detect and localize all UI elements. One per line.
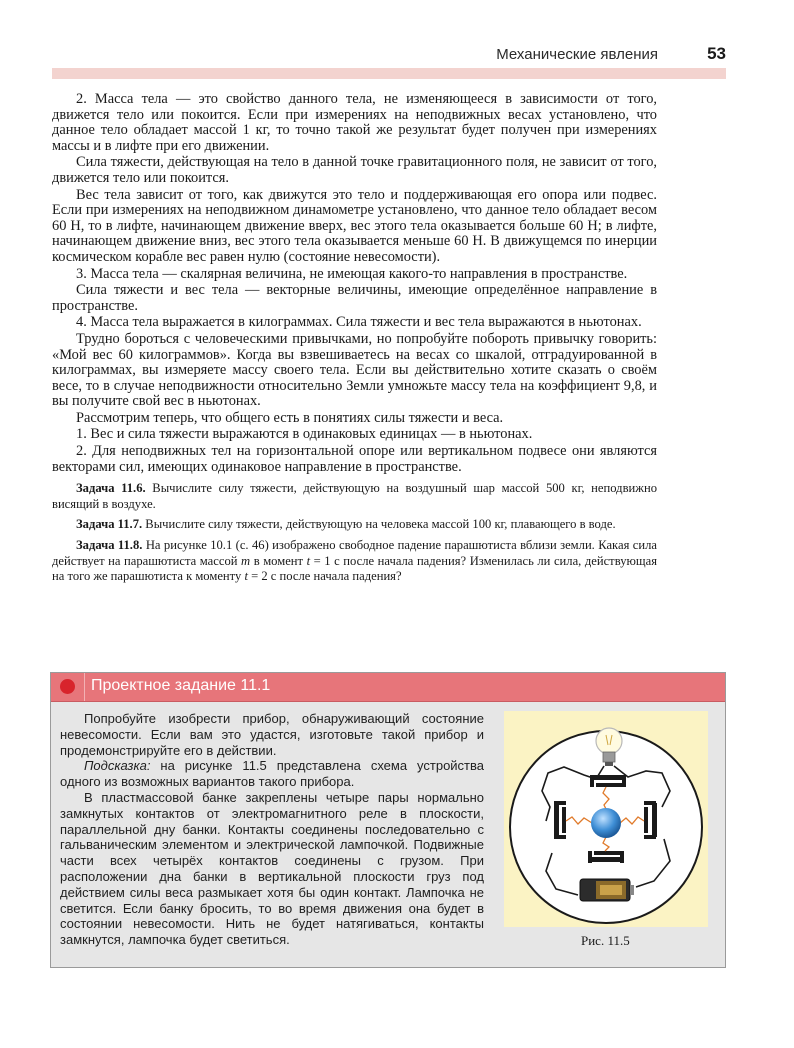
tasks-block bbox=[52, 481, 657, 585]
figure-11-5 bbox=[504, 711, 708, 927]
title-divider bbox=[84, 673, 85, 701]
task-text: Вычислите силу тяжести, действующую на человека массой 100 кг, плавающего в воде. bbox=[142, 517, 616, 532]
variable-t: t bbox=[306, 553, 311, 568]
task-text: = 2 с после начала падения? bbox=[247, 569, 402, 584]
paragraph: Рассмотрим теперь, что общего есть в понятиях силы тяжести и веса. bbox=[76, 409, 504, 426]
bullet-dot-icon bbox=[60, 679, 75, 694]
project-title: Проектное задание 11.1 bbox=[91, 677, 271, 694]
paragraph: 4. Масса тела выражается в килограммах. Сила тяжести и вес тела выражаются в ньютонах. bbox=[76, 314, 642, 331]
main-text bbox=[52, 92, 657, 585]
page-number: 53 bbox=[707, 44, 726, 63]
paragraph: 2. Масса тела — это свойство данного тела, не изменяющееся в зависимости от того, движется тело или покоится. Если при измерениях на неподвижных весах установлено, что данное тело обладает массой 1 кг, то точно такой же результат будет получен при измерениях массы и в лифте при его движении. bbox=[52, 91, 657, 154]
paragraph: 2. Для неподвижных тел на горизонтальной опоре или вертикальном подвесе они являются векторами сил, имеющих одинаковое направление в пространстве. bbox=[52, 443, 657, 475]
weight-ball bbox=[591, 808, 621, 838]
project-paragraph: Попробуйте изобрести прибор, обнаруживающий состояние невесомости. Если вам это удастся, изготовьте такой прибор и продемонстрируйте его в действии. bbox=[60, 711, 484, 758]
task-11-6 bbox=[52, 481, 657, 512]
project-box bbox=[50, 672, 726, 968]
paragraph: Сила тяжести и вес тела — векторные величины, имеющие определённое направление в пространстве. bbox=[52, 282, 657, 314]
task-label: Задача 11.8. bbox=[76, 538, 143, 553]
page-header bbox=[52, 42, 726, 72]
task-text: = 1 с после начала падения? Изменилась ли сила, действующая на того же парашютиста к моменту bbox=[52, 553, 657, 584]
header-color-bar bbox=[52, 68, 726, 79]
paragraph: Трудно бороться с человеческими привычками, но попробуйте побороть привычку говорить: «Мой вес 60 килограммов». Когда вы взвешиваетесь на весах со шкалой, отградуированной в килограммах, вы измеряете массу своего тела. Если вы действительно хотите сказать о своём весе, то в случае неподвижности относительно Земли умножьте массу тела на коэффициент 9,8, и вы получите свой вес в ньютонах. bbox=[52, 330, 657, 410]
device-diagram bbox=[504, 711, 708, 927]
hint-text: на рисунке 11.5 представлена схема устройства одного из возможных вариантов такого прибора. bbox=[60, 758, 484, 790]
task-label: Задача 11.7. bbox=[76, 517, 143, 532]
project-paragraph: В пластмассовой банке закреплены четыре пары нормально замкнутых контактов от электромагнитного реле в плоскости, параллельной дну банки. Контакты соединены последовательно с гальваническим элементом и электрической лампочкой. Подвижные части всех четырёх контактов соединены с грузом. При расположении дна банки в вертикальной плоскости груз под действием силы веса размыкает хотя бы один контакт. Лампочка не светится. Если банку бросить, то во время движения она будет в состоянии невесомости. Нить не будет натягиваться, контакты замкнутся, лампочка будет светиться. bbox=[60, 789, 484, 948]
battery-icon bbox=[580, 879, 634, 901]
paragraph: 3. Масса тела — скалярная величина, не имеющая какого-то направления в пространстве. bbox=[76, 265, 628, 282]
running-title: Механические явления bbox=[496, 46, 658, 63]
task-label: Задача 11.6. bbox=[76, 481, 146, 496]
project-title-bar bbox=[51, 673, 725, 702]
task-11-7 bbox=[52, 517, 657, 533]
hint-label: Подсказка: bbox=[84, 758, 151, 774]
paragraph: Вес тела зависит от того, как движутся это тело и поддерживающая его опора или подвес. Если при измерениях на неподвижном динамометре установлено, что данное тело обладает весом 60 Н, то в лифте, начинающем движение вверх, вес этого тела оказывается больше 60 Н; в лифте, начинающем движение вниз, вес этого тела оказывается меньше 60 Н. В движущемся по инерции космическом корабле вес равен нулю (состояние невесомости). bbox=[52, 186, 657, 265]
task-text: На рисунке 10.1 (с. 46) изображено свободное падение парашютиста вблизи земли. Какая сила действует на парашютиста массой bbox=[52, 538, 657, 568]
paragraph: 1. Вес и сила тяжести выражаются в одинаковых единицах — в ньютонах. bbox=[76, 426, 533, 443]
project-hint bbox=[60, 758, 484, 790]
project-text bbox=[60, 711, 484, 948]
variable-m: m bbox=[241, 553, 251, 568]
figure-caption: Рис. 11.5 bbox=[581, 933, 630, 948]
paragraph: Сила тяжести, действующая на тело в данной точке гравитационного поля, не зависит от того, движется тело или покоится. bbox=[52, 154, 657, 186]
task-11-8 bbox=[52, 538, 657, 585]
task-text: Вычислите силу тяжести, действующую на воздушный шар массой 500 кг, неподвижно висящий в воздухе. bbox=[52, 481, 657, 511]
variable-t: t bbox=[244, 569, 248, 584]
task-text: в момент bbox=[250, 553, 307, 568]
